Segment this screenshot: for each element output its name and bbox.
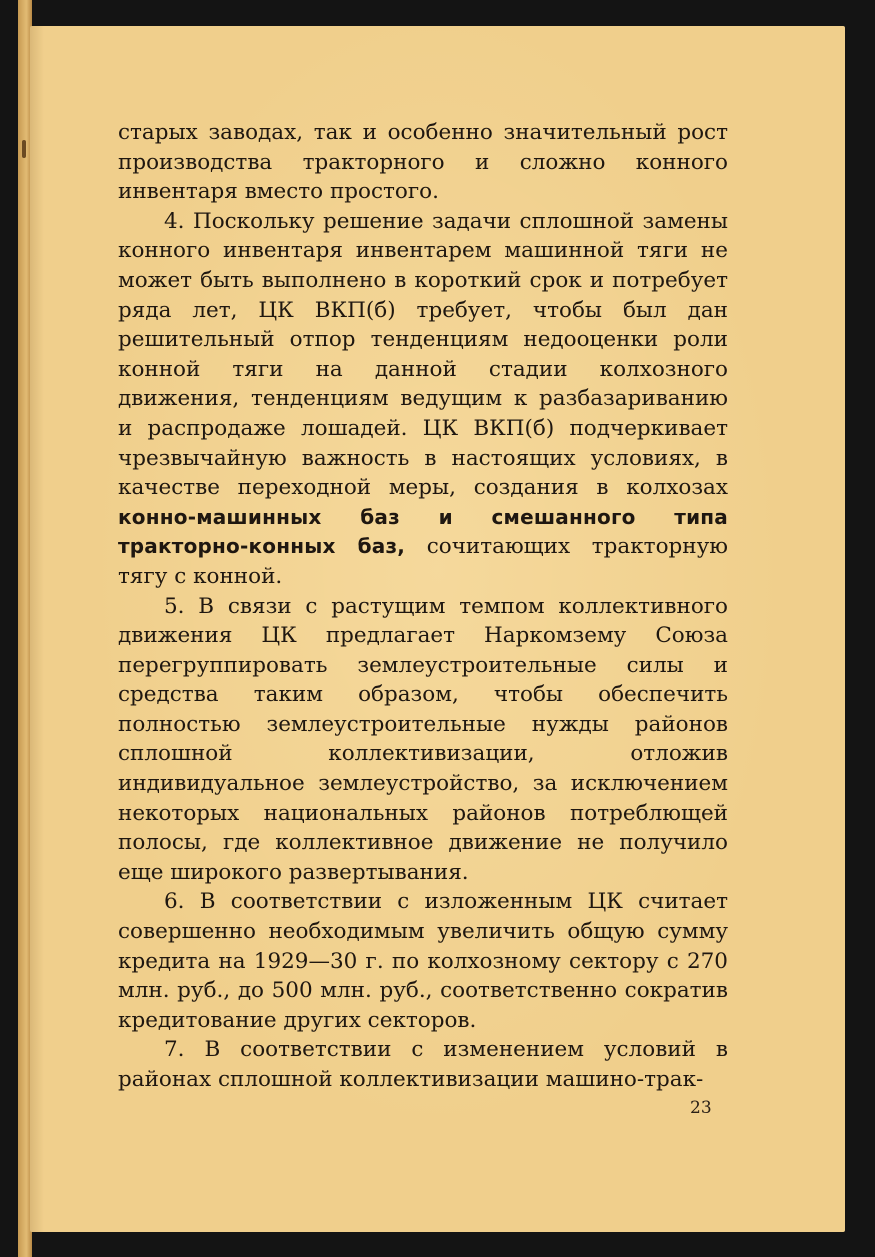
paragraph-5: 5. В связи с растущим темпом коллективного движения ЦК предлагает Наркомзему Союза перегруппировать землеустроительные силы и средства таким образом, чтобы обеспечить полностью землеустроительные нужды районов сплошной коллективизации, отложив индивидуальное землеустройство, за исключением некоторых национальных районов потреблющей полосы, где коллективное движение не получило еще широкого развертывания. [118, 593, 728, 885]
paragraph-4 [118, 207, 728, 592]
binding-mark [22, 140, 26, 158]
page-body-text [118, 118, 728, 1095]
paragraph-4-text-end: сочитающих тракторную тягу с конной. [118, 534, 728, 589]
page-number: 23 [690, 1098, 712, 1118]
paragraph-6: 6. В соответствии с изложенным ЦК считает совершенно необходимым увеличить общую сумму кредита на 1929—30 г. по колхозному сектору с 270 млн. руб., до 500 млн. руб., соответственно сократив кредитование других секторов. [118, 889, 728, 1033]
paragraph-7: 7. В соответствии с изменением условий в районах сплошной коллективизации машино-трак- [118, 1037, 728, 1092]
paragraph-4-emphasis: конно-машинных баз и смешанного типа тракторно-конных баз, [118, 504, 728, 559]
paragraph-4-text: 4. Поскольку решение задачи сплошной замены конного инвентаря инвентарем машинной тяги не может быть выполнено в короткий срок и потребует ряда лет, ЦК ВКП(б) требует, чтобы был дан решительный отпор тенденциям недооценки роли конной тяги на данной стадии колхозного движения, тенденциям ведущим к разбазариванию и распродаже лошадей. ЦК ВКП(б) подчеркивает чрезвычайную важность в настоящих условиях, в качестве переходной меры, создания в колхозах [118, 208, 728, 501]
paragraph-continued: старых заводах, так и особенно значительный рост производства тракторного и сложно конного инвентаря вместо простого. [118, 120, 728, 205]
